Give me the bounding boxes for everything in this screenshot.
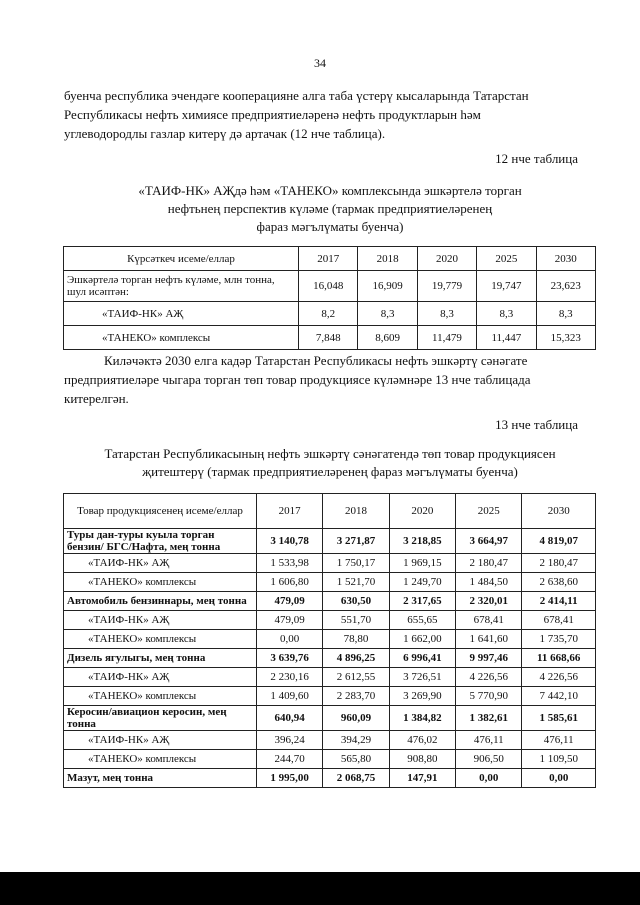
table-row <box>64 668 596 687</box>
cell: 244,70 <box>257 750 323 769</box>
row-label: «ТАИФ-НК» АҖ <box>64 668 257 687</box>
cell: 1 384,82 <box>389 706 455 731</box>
cell: 4 226,56 <box>456 668 522 687</box>
cell: 0,00 <box>456 769 522 788</box>
table-13 <box>63 493 596 788</box>
cell: 0,00 <box>257 630 323 649</box>
intro-line: углеводородлы газлар китерү дә артачак (12 нче таблица). <box>64 126 386 141</box>
cell: 655,65 <box>389 611 455 630</box>
cell: 9 997,46 <box>456 649 522 668</box>
table-13-caption <box>60 445 600 481</box>
cell: 11,447 <box>477 326 536 350</box>
caption-line: «ТАИФ-НК» АҖдә һәм «ТАНЕКО» комплексында эшкәртелә торган <box>138 183 522 198</box>
cell: 476,02 <box>389 731 455 750</box>
table-section-row <box>64 769 596 788</box>
header-cell: 2030 <box>522 494 596 529</box>
table-12-caption <box>60 182 600 236</box>
cell: 3 726,51 <box>389 668 455 687</box>
cell: 8,2 <box>299 302 358 326</box>
row-label: Эшкәртелә торган нефть күләме, млн тонна, шул исәптән: <box>64 271 299 302</box>
table-row <box>64 731 596 750</box>
cell: 1 521,70 <box>323 573 389 592</box>
cell: 1 735,70 <box>522 630 596 649</box>
row-label: «ТАИФ-НК» АҖ <box>64 554 257 573</box>
header-cell: 2030 <box>536 247 595 271</box>
cell: 1 409,60 <box>257 687 323 706</box>
row-label: «ТАНЕКО» комплексы <box>64 326 299 350</box>
row-label: «ТАИФ-НК» АҖ <box>64 731 257 750</box>
cell: 678,41 <box>522 611 596 630</box>
cell: 19,747 <box>477 271 536 302</box>
caption-line: җитештерү (тармак предприятиеләренең фараз мәгълүматы буенча) <box>142 464 518 479</box>
cell: 640,94 <box>257 706 323 731</box>
middle-paragraph <box>64 351 598 408</box>
cell: 1 585,61 <box>522 706 596 731</box>
cell: 1 969,15 <box>389 554 455 573</box>
cell: 1 662,00 <box>389 630 455 649</box>
caption-line: нефтьнең перспектив күләме (тармак предприятиеләренең <box>167 201 493 216</box>
cell: 565,80 <box>323 750 389 769</box>
table-row <box>64 611 596 630</box>
caption-line: Татарстан Республикасының нефть эшкәртү сәнәгатендә төп товар продукциясен <box>104 446 556 461</box>
cell: 78,80 <box>323 630 389 649</box>
table-row <box>64 326 596 350</box>
cell: 3 269,90 <box>389 687 455 706</box>
cell: 1 533,98 <box>257 554 323 573</box>
row-label: «ТАНЕКО» комплексы <box>64 573 257 592</box>
table-row <box>64 630 596 649</box>
table-row <box>64 687 596 706</box>
cell: 2 414,11 <box>522 592 596 611</box>
cell: 678,41 <box>456 611 522 630</box>
cell: 908,80 <box>389 750 455 769</box>
table-header-row <box>64 494 596 529</box>
table-row <box>64 302 596 326</box>
table-12-number: 12 нче таблица <box>495 151 578 166</box>
intro-line: буенча республика эчендәге кооперацияне алга таба үстерү кысаларында Татарстан <box>64 88 529 103</box>
header-cell: 2018 <box>323 494 389 529</box>
cell: 15,323 <box>536 326 595 350</box>
cell: 2 638,60 <box>522 573 596 592</box>
cell: 4 896,25 <box>323 649 389 668</box>
row-label: «ТАНЕКО» комплексы <box>64 630 257 649</box>
cell: 2 612,55 <box>323 668 389 687</box>
header-cell: 2025 <box>456 494 522 529</box>
row-label: «ТАНЕКО» комплексы <box>64 750 257 769</box>
header-cell: 2020 <box>389 494 455 529</box>
cell: 1 606,80 <box>257 573 323 592</box>
scan-bottom-border <box>0 872 640 905</box>
cell: 1 750,17 <box>323 554 389 573</box>
cell: 8,609 <box>358 326 417 350</box>
cell: 23,623 <box>536 271 595 302</box>
cell: 16,048 <box>299 271 358 302</box>
cell: 0,00 <box>522 769 596 788</box>
cell: 4 226,56 <box>522 668 596 687</box>
caption-line: фараз мәгълүматы буенча) <box>256 219 404 234</box>
header-cell: 2017 <box>299 247 358 271</box>
cell: 1 641,60 <box>456 630 522 649</box>
row-label: «ТАИФ-НК» АҖ <box>64 302 299 326</box>
cell: 4 819,07 <box>522 529 596 554</box>
row-label: Туры дан-туры куыла торган бензин/ БГС/Нафта, мең тонна <box>64 529 257 554</box>
intro-line: Республикасы нефть химиясе предприятиеләренә нефть продуктларын һәм <box>64 107 481 122</box>
cell: 3 271,87 <box>323 529 389 554</box>
cell: 8,3 <box>536 302 595 326</box>
cell: 147,91 <box>389 769 455 788</box>
cell: 394,29 <box>323 731 389 750</box>
middle-line: предприятиеләре чыгара торган төп товар продукциясе күләмнәре 13 нче таблицада <box>64 372 531 387</box>
table-row <box>64 554 596 573</box>
cell: 3 639,76 <box>257 649 323 668</box>
table-13-number: 13 нче таблица <box>495 417 578 432</box>
cell: 7 442,10 <box>522 687 596 706</box>
cell: 630,50 <box>323 592 389 611</box>
cell: 7,848 <box>299 326 358 350</box>
cell: 2 180,47 <box>522 554 596 573</box>
cell: 8,3 <box>358 302 417 326</box>
table-header-row <box>64 247 596 271</box>
cell: 8,3 <box>477 302 536 326</box>
row-label: «ТАНЕКО» комплексы <box>64 687 257 706</box>
cell: 1 382,61 <box>456 706 522 731</box>
table-section-row <box>64 706 596 731</box>
cell: 2 317,65 <box>389 592 455 611</box>
table-row <box>64 271 596 302</box>
cell: 8,3 <box>417 302 476 326</box>
table-13-body <box>64 529 596 788</box>
page-number: 34 <box>314 56 326 70</box>
cell: 1 109,50 <box>522 750 596 769</box>
row-label: Дизель ягулыгы, мең тонна <box>64 649 257 668</box>
middle-line: Киләчәктә 2030 елга кадәр Татарстан Республикасы нефть эшкәртү сәнәгате <box>104 353 528 368</box>
middle-line: китерелгән. <box>64 391 129 406</box>
cell: 6 996,41 <box>389 649 455 668</box>
cell: 2 320,01 <box>456 592 522 611</box>
cell: 11,479 <box>417 326 476 350</box>
cell: 2 180,47 <box>456 554 522 573</box>
cell: 2 283,70 <box>323 687 389 706</box>
cell: 479,09 <box>257 592 323 611</box>
table-section-row <box>64 649 596 668</box>
header-cell: 2020 <box>417 247 476 271</box>
cell: 476,11 <box>522 731 596 750</box>
cell: 960,09 <box>323 706 389 731</box>
cell: 2 068,75 <box>323 769 389 788</box>
header-cell: 2025 <box>477 247 536 271</box>
cell: 16,909 <box>358 271 417 302</box>
table-row <box>64 750 596 769</box>
cell: 1 484,50 <box>456 573 522 592</box>
cell: 906,50 <box>456 750 522 769</box>
cell: 479,09 <box>257 611 323 630</box>
cell: 1 249,70 <box>389 573 455 592</box>
cell: 3 664,97 <box>456 529 522 554</box>
header-cell: 2017 <box>257 494 323 529</box>
cell: 396,24 <box>257 731 323 750</box>
header-cell: Күрсәткеч исеме/еллар <box>64 247 299 271</box>
row-label: «ТАИФ-НК» АҖ <box>64 611 257 630</box>
cell: 1 995,00 <box>257 769 323 788</box>
table-12 <box>63 246 596 350</box>
cell: 551,70 <box>323 611 389 630</box>
row-label: Мазут, мең тонна <box>64 769 257 788</box>
cell: 3 140,78 <box>257 529 323 554</box>
table-section-row <box>64 529 596 554</box>
cell: 11 668,66 <box>522 649 596 668</box>
row-label: Керосин/авиацион керосин, мең тонна <box>64 706 257 731</box>
cell: 476,11 <box>456 731 522 750</box>
row-label: Автомобиль бензиннары, мең тонна <box>64 592 257 611</box>
cell: 3 218,85 <box>389 529 455 554</box>
cell: 2 230,16 <box>257 668 323 687</box>
table-row <box>64 573 596 592</box>
header-cell: 2018 <box>358 247 417 271</box>
cell: 19,779 <box>417 271 476 302</box>
table-section-row <box>64 592 596 611</box>
header-cell: Товар продукциясенең исеме/еллар <box>64 494 257 529</box>
intro-paragraph <box>64 86 598 143</box>
cell: 5 770,90 <box>456 687 522 706</box>
